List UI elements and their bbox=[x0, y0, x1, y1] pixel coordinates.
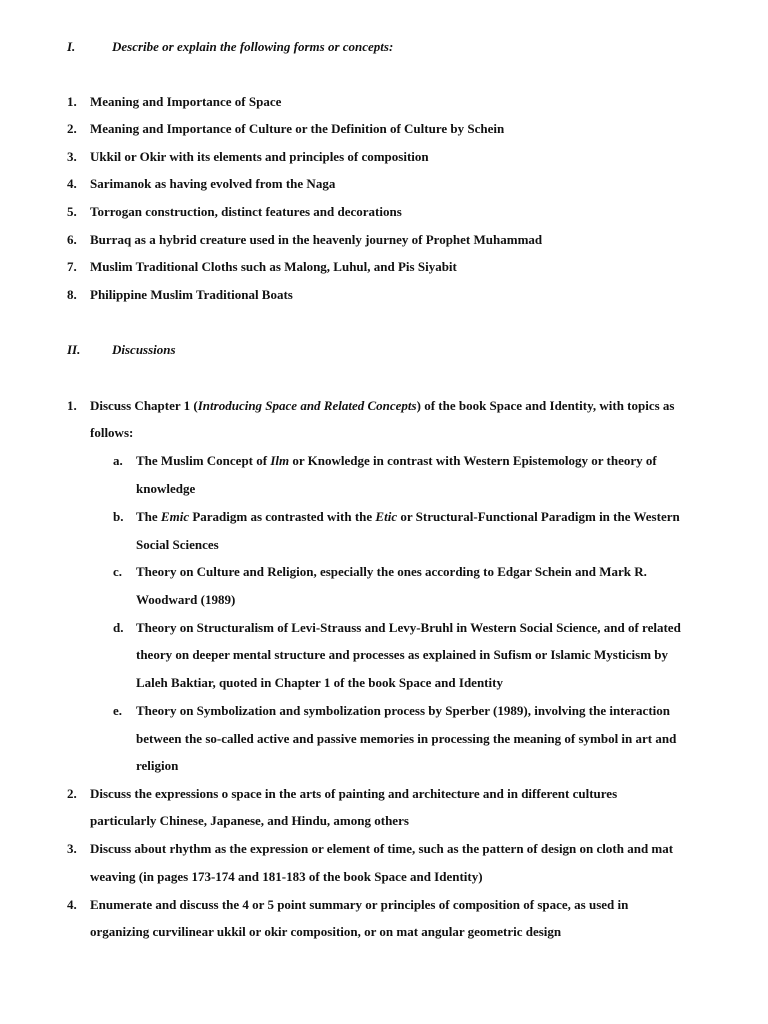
list-item bbox=[90, 398, 674, 414]
sub-item-continuation: Social Sciences bbox=[136, 537, 219, 552]
list-item-number: 4. bbox=[67, 897, 77, 912]
sub-item-continuation: Laleh Baktiar, quoted in Chapter 1 of the book Space and Identity bbox=[136, 675, 503, 690]
list-item: Muslim Traditional Cloths such as Malong, Luhul, and Pis Siyabit bbox=[90, 259, 457, 274]
sub-item: Theory on Culture and Religion, especially the ones according to Edgar Schein and Mark R. bbox=[136, 564, 647, 579]
sub-item bbox=[136, 509, 680, 525]
list-item-number: 2. bbox=[67, 121, 77, 136]
section-1-numeral: I. bbox=[67, 39, 76, 54]
italic-term: Ilm bbox=[270, 453, 290, 468]
list-item-number: 3. bbox=[67, 841, 77, 856]
list-item-number: 1. bbox=[67, 94, 77, 109]
text-run: ) of the book Space and Identity, with topics as bbox=[416, 398, 675, 413]
text-run: or Knowledge in contrast with Western Epistemology or theory of bbox=[289, 453, 657, 468]
sub-item-letter: a. bbox=[113, 453, 123, 468]
sub-item-continuation: religion bbox=[136, 758, 179, 773]
list-item-number: 1. bbox=[67, 398, 77, 413]
section-2-title: Discussions bbox=[112, 342, 176, 357]
list-item: Enumerate and discuss the 4 or 5 point summary or principles of composition of space, as used in bbox=[90, 897, 629, 912]
list-item-continuation: follows: bbox=[90, 425, 134, 440]
list-item: Discuss about rhythm as the expression or element of time, such as the pattern of design on cloth and mat bbox=[90, 841, 674, 856]
sub-item bbox=[136, 453, 657, 469]
text-run: Discuss Chapter 1 ( bbox=[90, 398, 198, 413]
section-1-title: Describe or explain the following forms or concepts: bbox=[112, 39, 394, 54]
list-item: Meaning and Importance of Culture or the Definition of Culture by Schein bbox=[90, 121, 505, 136]
sub-item-continuation: theory on deeper mental structure and processes as explained in Sufism or Islamic Mysticism by bbox=[136, 647, 669, 662]
list-item: Discuss the expressions o space in the arts of painting and architecture and in different cultures bbox=[90, 786, 618, 801]
sub-item-continuation: Woodward (1989) bbox=[136, 592, 236, 607]
list-item: Torrogan construction, distinct features and decorations bbox=[90, 204, 402, 219]
list-item: Ukkil or Okir with its elements and principles of composition bbox=[90, 149, 429, 164]
list-item: Sarimanok as having evolved from the Naga bbox=[90, 176, 336, 191]
sub-item-letter: d. bbox=[113, 620, 124, 635]
list-item-continuation: weaving (in pages 173-174 and 181-183 of the book Space and Identity) bbox=[90, 869, 483, 884]
sub-item: Theory on Structuralism of Levi-Strauss and Levy-Bruhl in Western Social Science, and of related bbox=[136, 620, 681, 635]
list-item: Burraq as a hybrid creature used in the heavenly journey of Prophet Muhammad bbox=[90, 232, 543, 247]
text-run: The bbox=[136, 509, 161, 524]
sub-item-letter: e. bbox=[113, 703, 123, 718]
list-item-number: 7. bbox=[67, 259, 77, 274]
list-item-continuation: particularly Chinese, Japanese, and Hindu, among others bbox=[90, 813, 409, 828]
italic-term: Emic bbox=[160, 509, 190, 524]
sub-item-continuation: knowledge bbox=[136, 481, 196, 496]
list-item: Philippine Muslim Traditional Boats bbox=[90, 287, 293, 302]
sub-item-letter: b. bbox=[113, 509, 124, 524]
list-item-number: 6. bbox=[67, 232, 77, 247]
list-item: Meaning and Importance of Space bbox=[90, 94, 282, 109]
list-item-number: 3. bbox=[67, 149, 77, 164]
list-item-continuation: organizing curvilinear ukkil or okir composition, or on mat angular geometric design bbox=[90, 924, 562, 939]
section-2-numeral: II. bbox=[67, 342, 81, 357]
text-run: or Structural-Functional Paradigm in the Western bbox=[397, 509, 680, 524]
list-item-number: 8. bbox=[67, 287, 77, 302]
sub-item-continuation: between the so-called active and passive memories in processing the meaning of symbol in art and bbox=[136, 731, 677, 746]
italic-title: Introducing Space and Related Concepts bbox=[197, 398, 417, 413]
list-item-number: 4. bbox=[67, 176, 77, 191]
list-item-number: 2. bbox=[67, 786, 77, 801]
text-run: The Muslim Concept of bbox=[136, 453, 271, 468]
sub-item: Theory on Symbolization and symbolization process by Sperber (1989), involving the interaction bbox=[136, 703, 670, 718]
sub-item-letter: c. bbox=[113, 564, 123, 579]
italic-term: Etic bbox=[375, 509, 398, 524]
text-run: Paradigm as contrasted with the bbox=[189, 509, 376, 524]
list-item-number: 5. bbox=[67, 204, 77, 219]
